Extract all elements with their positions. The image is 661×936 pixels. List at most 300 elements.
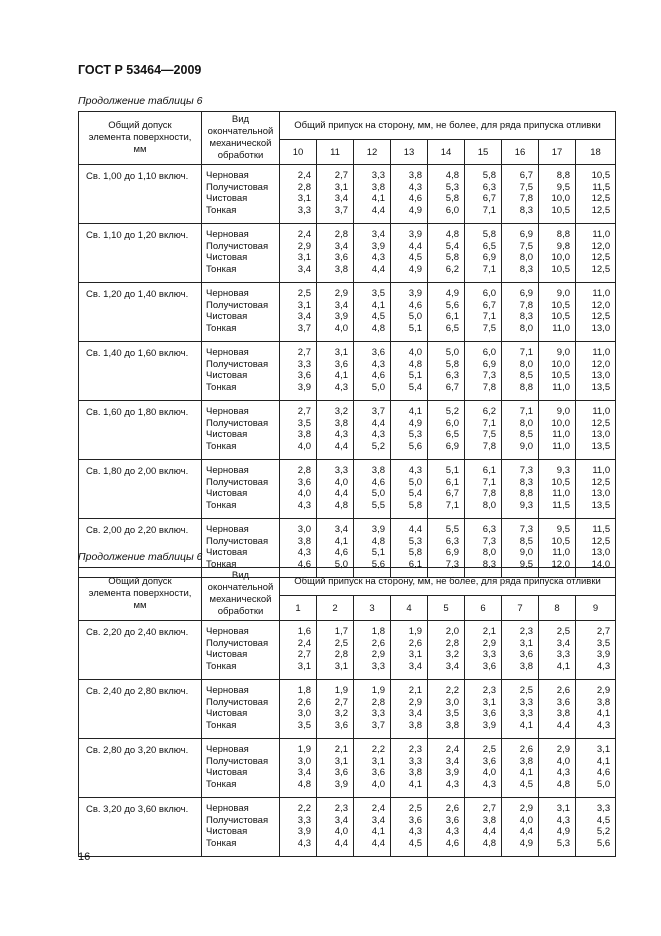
machining-type-label: Тонкая bbox=[206, 660, 237, 672]
allowance-value: 10,5 bbox=[551, 204, 570, 216]
allowance-value: 7,8 bbox=[482, 488, 496, 499]
allowance-value: 2,8 bbox=[445, 637, 459, 649]
allowance-value: 5,3 bbox=[408, 429, 422, 440]
allowance-value: 4,3 bbox=[445, 778, 459, 790]
allowance-values-cell bbox=[465, 342, 502, 401]
allowance-value: 6,1 bbox=[408, 558, 422, 570]
allowance-value: 3,8 bbox=[596, 696, 611, 708]
allowance-values-cell bbox=[428, 621, 465, 680]
machining-type-cell bbox=[202, 621, 280, 680]
allowance-value: 13,5 bbox=[591, 440, 611, 452]
allowance-value: 11,5 bbox=[592, 524, 611, 535]
allowance-values-cell bbox=[317, 401, 354, 460]
allowance-value: 3,5 bbox=[297, 417, 311, 429]
allowance-value: 3,4 bbox=[334, 193, 348, 204]
allowance-value: 3,3 bbox=[596, 803, 611, 814]
allowance-value: 4,3 bbox=[371, 358, 385, 370]
allowance-value: 4,1 bbox=[371, 193, 385, 204]
allowance-value: 3,4 bbox=[445, 755, 459, 767]
allowance-value: 6,9 bbox=[445, 440, 459, 452]
allowance-value: 2,5 bbox=[334, 637, 348, 649]
group-header-allowance: Общий припуск на сторону, мм, не более, для ряда припуска отливки bbox=[280, 568, 616, 596]
allowance-value: 4,0 bbox=[297, 440, 311, 452]
allowance-value: 5,2 bbox=[445, 406, 459, 417]
series-number-cell: 14 bbox=[428, 140, 465, 165]
allowance-value: 4,1 bbox=[371, 299, 385, 311]
allowance-value: 3,1 bbox=[596, 744, 611, 755]
allowance-values-cell bbox=[428, 680, 465, 739]
allowance-value: 3,6 bbox=[482, 660, 496, 672]
series-number-cell: 12 bbox=[354, 140, 391, 165]
allowance-value: 6,0 bbox=[445, 417, 459, 429]
allowance-value: 7,3 bbox=[519, 465, 533, 476]
allowance-value: 5,0 bbox=[596, 778, 611, 790]
machining-type-label: Чистовая bbox=[206, 708, 248, 719]
allowance-value: 2,4 bbox=[371, 803, 385, 814]
allowance-values-cell bbox=[539, 460, 576, 519]
machining-type-label: Получистовая bbox=[206, 181, 269, 193]
tolerance-range-cell: Св. 1,60 до 1,80 включ. bbox=[79, 401, 202, 460]
allowance-values-cell bbox=[317, 342, 354, 401]
allowance-value: 2,7 bbox=[297, 406, 311, 417]
allowance-value: 5,1 bbox=[445, 465, 459, 476]
allowance-value: 3,9 bbox=[371, 524, 385, 535]
machining-type-label: Чистовая bbox=[206, 311, 248, 322]
allowance-value: 6,0 bbox=[445, 204, 459, 216]
page-number: 16 bbox=[78, 851, 91, 863]
allowance-value: 5,0 bbox=[408, 476, 422, 488]
allowance-value: 3,8 bbox=[371, 465, 385, 476]
machining-type-cell bbox=[202, 165, 280, 224]
allowance-value: 5,1 bbox=[408, 322, 422, 334]
allowance-value: 3,6 bbox=[482, 755, 496, 767]
allowance-value: 2,4 bbox=[297, 170, 311, 181]
allowance-values-cell bbox=[391, 283, 428, 342]
allowance-value: 3,1 bbox=[334, 755, 348, 767]
allowance-values-cell bbox=[465, 165, 502, 224]
allowance-value: 3,4 bbox=[445, 660, 459, 672]
allowance-value: 6,9 bbox=[482, 358, 496, 370]
series-number-cell: 15 bbox=[465, 140, 502, 165]
series-number-cell: 17 bbox=[539, 140, 576, 165]
allowance-value: 2,8 bbox=[334, 649, 348, 660]
allowance-value: 4,4 bbox=[519, 826, 533, 837]
tolerance-range-cell: Св. 2,00 до 2,20 включ. bbox=[79, 519, 202, 578]
allowance-value: 4,3 bbox=[596, 719, 611, 731]
allowance-value: 3,1 bbox=[556, 803, 570, 814]
allowance-values-cell bbox=[502, 460, 539, 519]
allowance-value: 1,8 bbox=[371, 626, 385, 637]
machining-type-label: Тонкая bbox=[206, 381, 237, 393]
allowance-value: 3,6 bbox=[408, 814, 422, 826]
allowance-value: 10,0 bbox=[551, 193, 570, 204]
allowance-value: 2,7 bbox=[334, 170, 348, 181]
allowance-value: 2,3 bbox=[482, 685, 496, 696]
allowance-value: 8,3 bbox=[519, 311, 533, 322]
allowance-values-cell bbox=[539, 224, 576, 283]
allowance-values-cell bbox=[428, 283, 465, 342]
series-number-cell: 11 bbox=[317, 140, 354, 165]
allowance-values-cell bbox=[539, 739, 576, 798]
allowance-value: 10,5 bbox=[551, 535, 570, 547]
allowance-value: 5,8 bbox=[445, 193, 459, 204]
allowance-values-cell bbox=[539, 680, 576, 739]
allowance-value: 4,1 bbox=[519, 719, 533, 731]
allowance-value: 2,3 bbox=[334, 803, 348, 814]
allowance-value: 1,9 bbox=[371, 685, 385, 696]
allowance-value: 12,5 bbox=[591, 193, 611, 204]
allowance-values-cell bbox=[428, 342, 465, 401]
allowance-values-cell bbox=[280, 680, 317, 739]
allowance-values-cell bbox=[317, 165, 354, 224]
allowance-value: 4,4 bbox=[408, 524, 422, 535]
allowance-value: 3,3 bbox=[334, 465, 348, 476]
allowance-values-cell bbox=[391, 621, 428, 680]
allowance-value: 3,8 bbox=[482, 814, 496, 826]
allowance-values-cell bbox=[502, 224, 539, 283]
allowance-value: 1,9 bbox=[334, 685, 348, 696]
table-caption-2: Продолжение таблицы 6 bbox=[78, 551, 203, 563]
allowance-value: 3,8 bbox=[519, 755, 533, 767]
allowance-values-cell bbox=[539, 798, 576, 857]
allowance-value: 2,8 bbox=[297, 181, 311, 193]
allowance-value: 5,3 bbox=[445, 181, 459, 193]
allowance-value: 3,0 bbox=[297, 755, 311, 767]
allowance-value: 11,0 bbox=[592, 465, 611, 476]
allowance-values-cell bbox=[576, 283, 616, 342]
allowance-value: 4,1 bbox=[519, 767, 533, 778]
allowance-value: 3,3 bbox=[297, 358, 311, 370]
allowance-value: 3,7 bbox=[371, 406, 385, 417]
allowance-value: 8,3 bbox=[482, 558, 496, 570]
allowance-value: 8,0 bbox=[519, 358, 533, 370]
allowance-value: 8,5 bbox=[519, 429, 533, 440]
allowance-value: 10,0 bbox=[551, 417, 570, 429]
allowance-value: 4,9 bbox=[408, 204, 422, 216]
machining-type-label: Тонкая bbox=[206, 204, 237, 216]
allowance-value: 4,8 bbox=[445, 229, 459, 240]
allowance-value: 4,3 bbox=[408, 465, 422, 476]
machining-type-label: Черновая bbox=[206, 524, 249, 535]
allowance-value: 2,9 bbox=[482, 637, 496, 649]
allowance-value: 13,0 bbox=[591, 488, 611, 499]
allowance-values-cell bbox=[317, 224, 354, 283]
table-row bbox=[79, 680, 616, 739]
allowance-value: 11,0 bbox=[592, 406, 611, 417]
allowance-value: 3,2 bbox=[445, 649, 459, 660]
allowance-value: 4,1 bbox=[334, 370, 348, 381]
machining-type-label: Черновая bbox=[206, 744, 249, 755]
allowance-value: 4,3 bbox=[371, 429, 385, 440]
allowance-value: 6,2 bbox=[482, 406, 496, 417]
allowance-value: 4,3 bbox=[445, 826, 459, 837]
allowance-value: 7,1 bbox=[482, 204, 496, 216]
allowance-value: 4,4 bbox=[482, 826, 496, 837]
machining-type-label: Получистовая bbox=[206, 535, 269, 547]
machining-type-label: Черновая bbox=[206, 406, 249, 417]
allowance-value: 1,7 bbox=[334, 626, 348, 637]
allowance-values-cell bbox=[354, 342, 391, 401]
allowance-value: 9,0 bbox=[556, 347, 570, 358]
allowance-value: 4,6 bbox=[596, 767, 611, 778]
machining-type-label: Получистовая bbox=[206, 299, 269, 311]
series-number-cell: 7 bbox=[502, 596, 539, 621]
allowance-value: 8,3 bbox=[519, 476, 533, 488]
allowance-value: 3,6 bbox=[371, 347, 385, 358]
allowance-values-cell bbox=[354, 798, 391, 857]
allowance-value: 4,8 bbox=[408, 358, 422, 370]
allowance-value: 3,8 bbox=[371, 181, 385, 193]
allowance-value: 6,7 bbox=[445, 488, 459, 499]
allowance-value: 4,8 bbox=[371, 535, 385, 547]
allowance-value: 5,0 bbox=[334, 558, 348, 570]
series-number-cell: 4 bbox=[391, 596, 428, 621]
allowance-value: 2,2 bbox=[297, 803, 311, 814]
allowance-value: 6,9 bbox=[519, 229, 533, 240]
allowance-value: 5,2 bbox=[596, 826, 611, 837]
allowance-values-cell bbox=[502, 680, 539, 739]
allowance-value: 10,5 bbox=[551, 476, 570, 488]
allowance-value: 11,0 bbox=[552, 381, 570, 393]
allowance-values-cell bbox=[502, 739, 539, 798]
allowance-value: 4,6 bbox=[297, 558, 311, 570]
allowance-value: 11,0 bbox=[552, 322, 570, 334]
allowance-value: 6,0 bbox=[482, 288, 496, 299]
allowance-value: 3,3 bbox=[408, 755, 422, 767]
allowance-value: 5,8 bbox=[445, 358, 459, 370]
allowance-value: 3,8 bbox=[408, 719, 422, 731]
allowance-values-cell bbox=[317, 739, 354, 798]
allowance-value: 2,6 bbox=[519, 744, 533, 755]
allowance-value: 8,0 bbox=[482, 499, 496, 511]
allowance-value: 3,8 bbox=[297, 535, 311, 547]
allowance-values-cell bbox=[280, 165, 317, 224]
allowance-value: 2,6 bbox=[408, 637, 422, 649]
allowance-value: 3,6 bbox=[334, 767, 348, 778]
allowance-value: 11,0 bbox=[552, 429, 570, 440]
allowance-values-cell bbox=[280, 460, 317, 519]
allowance-value: 3,1 bbox=[519, 637, 533, 649]
allowance-value: 4,0 bbox=[556, 755, 570, 767]
allowance-value: 4,4 bbox=[334, 837, 348, 849]
allowance-value: 10,5 bbox=[591, 170, 611, 181]
allowance-value: 2,7 bbox=[334, 696, 348, 708]
machining-type-label: Черновая bbox=[206, 626, 249, 637]
allowance-value: 7,1 bbox=[445, 499, 459, 511]
allowance-value: 9,0 bbox=[519, 547, 533, 558]
series-number-cell: 18 bbox=[576, 140, 616, 165]
allowance-value: 8,0 bbox=[519, 322, 533, 334]
machining-type-label: Чистовая bbox=[206, 767, 248, 778]
allowance-values-cell bbox=[465, 739, 502, 798]
allowance-values-cell bbox=[576, 342, 616, 401]
tolerance-range-cell: Св. 1,20 до 1,40 включ. bbox=[79, 283, 202, 342]
allowance-value: 2,7 bbox=[482, 803, 496, 814]
allowance-value: 2,4 bbox=[445, 744, 459, 755]
allowance-value: 3,1 bbox=[334, 347, 348, 358]
allowance-value: 8,3 bbox=[519, 263, 533, 275]
allowance-value: 3,9 bbox=[371, 240, 385, 252]
table-row bbox=[79, 224, 616, 283]
allowance-value: 4,8 bbox=[297, 778, 311, 790]
allowance-value: 4,1 bbox=[556, 660, 570, 672]
allowance-value: 12,5 bbox=[591, 204, 611, 216]
allowance-value: 2,2 bbox=[371, 744, 385, 755]
allowance-value: 5,6 bbox=[596, 837, 611, 849]
allowance-value: 3,1 bbox=[408, 649, 422, 660]
allowance-value: 4,3 bbox=[482, 778, 496, 790]
allowance-value: 7,1 bbox=[482, 311, 496, 322]
allowance-value: 3,9 bbox=[297, 826, 311, 837]
allowance-value: 1,9 bbox=[408, 626, 422, 637]
allowance-value: 3,9 bbox=[445, 767, 459, 778]
allowance-value: 3,4 bbox=[297, 263, 311, 275]
allowance-value: 7,5 bbox=[482, 322, 496, 334]
allowance-value: 4,6 bbox=[445, 837, 459, 849]
allowance-value: 4,1 bbox=[334, 535, 348, 547]
allowance-value: 4,4 bbox=[371, 417, 385, 429]
allowance-value: 3,1 bbox=[297, 193, 311, 204]
allowance-value: 3,1 bbox=[371, 755, 385, 767]
allowance-value: 2,6 bbox=[297, 696, 311, 708]
allowance-value: 7,3 bbox=[445, 558, 459, 570]
allowance-value: 6,3 bbox=[445, 370, 459, 381]
allowance-value: 4,5 bbox=[596, 814, 611, 826]
allowance-value: 4,0 bbox=[334, 322, 348, 334]
machining-type-label: Чистовая bbox=[206, 429, 248, 440]
allowance-value: 6,1 bbox=[445, 476, 459, 488]
allowance-value: 6,9 bbox=[445, 547, 459, 558]
allowance-value: 7,8 bbox=[519, 193, 533, 204]
allowance-value: 11,0 bbox=[552, 488, 570, 499]
allowance-value: 3,1 bbox=[297, 252, 311, 263]
allowance-values-cell bbox=[465, 283, 502, 342]
allowance-values-cell bbox=[280, 283, 317, 342]
allowance-value: 13,0 bbox=[591, 547, 611, 558]
allowance-value: 5,4 bbox=[408, 488, 422, 499]
allowance-values-cell bbox=[391, 165, 428, 224]
table-row bbox=[79, 798, 616, 857]
allowance-value: 3,3 bbox=[556, 649, 570, 660]
allowance-value: 5,4 bbox=[408, 381, 422, 393]
allowance-value: 5,0 bbox=[371, 488, 385, 499]
allowance-value: 4,3 bbox=[408, 826, 422, 837]
allowance-value: 3,4 bbox=[408, 660, 422, 672]
allowance-value: 5,3 bbox=[556, 837, 570, 849]
allowance-value: 5,0 bbox=[408, 311, 422, 322]
allowance-value: 3,4 bbox=[334, 299, 348, 311]
col-header-tolerance: Общий допуск элемента поверхности, мм bbox=[79, 112, 202, 165]
allowance-value: 4,1 bbox=[596, 755, 611, 767]
machining-type-label: Тонкая bbox=[206, 778, 237, 790]
allowance-value: 10,0 bbox=[551, 252, 570, 263]
allowance-values-cell bbox=[280, 401, 317, 460]
machining-type-label: Получистовая bbox=[206, 476, 269, 488]
machining-type-label: Тонкая bbox=[206, 322, 237, 334]
allowance-values-cell bbox=[391, 224, 428, 283]
allowance-value: 2,5 bbox=[556, 626, 570, 637]
allowance-values-cell bbox=[317, 680, 354, 739]
allowance-value: 6,0 bbox=[482, 347, 496, 358]
allowance-value: 14,0 bbox=[591, 558, 611, 570]
tolerance-range-cell: Св. 1,40 до 1,60 включ. bbox=[79, 342, 202, 401]
allowance-value: 2,4 bbox=[297, 637, 311, 649]
allowance-value: 3,6 bbox=[371, 767, 385, 778]
allowance-values-cell bbox=[502, 798, 539, 857]
machining-type-label: Тонкая bbox=[206, 499, 237, 511]
allowance-value: 4,6 bbox=[408, 299, 422, 311]
allowance-value: 10,5 bbox=[551, 311, 570, 322]
allowance-value: 7,5 bbox=[519, 181, 533, 193]
table-row bbox=[79, 283, 616, 342]
allowance-table-2 bbox=[78, 567, 616, 857]
allowance-value: 2,1 bbox=[482, 626, 496, 637]
allowance-values-cell bbox=[317, 798, 354, 857]
allowance-values-cell bbox=[280, 342, 317, 401]
allowance-value: 3,8 bbox=[445, 719, 459, 731]
allowance-value: 3,9 bbox=[334, 778, 348, 790]
allowance-value: 6,7 bbox=[519, 170, 533, 181]
col-header-machining-type: Вид окончательной механической обработки bbox=[202, 112, 280, 165]
allowance-value: 5,8 bbox=[408, 499, 422, 511]
allowance-value: 12,0 bbox=[591, 358, 611, 370]
table-row bbox=[79, 621, 616, 680]
allowance-value: 3,1 bbox=[334, 660, 348, 672]
machining-type-label: Черновая bbox=[206, 170, 249, 181]
allowance-value: 4,8 bbox=[445, 170, 459, 181]
series-number-cell: 10 bbox=[280, 140, 317, 165]
machining-type-label: Тонкая bbox=[206, 719, 237, 731]
allowance-values-cell bbox=[354, 739, 391, 798]
allowance-value: 10,5 bbox=[551, 263, 570, 275]
allowance-value: 3,6 bbox=[297, 476, 311, 488]
allowance-value: 6,7 bbox=[482, 299, 496, 311]
allowance-value: 3,3 bbox=[371, 660, 385, 672]
allowance-value: 2,8 bbox=[297, 465, 311, 476]
machining-type-label: Получистовая bbox=[206, 358, 269, 370]
allowance-value: 9,5 bbox=[519, 558, 533, 570]
allowance-value: 3,4 bbox=[297, 311, 311, 322]
allowance-values-cell bbox=[428, 224, 465, 283]
allowance-value: 2,1 bbox=[408, 685, 422, 696]
allowance-value: 4,0 bbox=[371, 778, 385, 790]
allowance-values-cell bbox=[465, 224, 502, 283]
allowance-value: 6,5 bbox=[482, 240, 496, 252]
allowance-value: 13,0 bbox=[591, 429, 611, 440]
table-row bbox=[79, 401, 616, 460]
allowance-value: 12,5 bbox=[591, 311, 611, 322]
allowance-value: 2,0 bbox=[445, 626, 459, 637]
allowance-value: 4,9 bbox=[408, 417, 422, 429]
machining-type-label: Черновая bbox=[206, 465, 249, 476]
allowance-values-cell bbox=[391, 460, 428, 519]
allowance-value: 9,3 bbox=[556, 465, 570, 476]
allowance-value: 4,9 bbox=[445, 288, 459, 299]
allowance-value: 3,4 bbox=[297, 767, 311, 778]
allowance-values-cell bbox=[354, 283, 391, 342]
allowance-value: 6,9 bbox=[519, 288, 533, 299]
allowance-value: 6,7 bbox=[445, 381, 459, 393]
allowance-values-cell bbox=[576, 401, 616, 460]
allowance-value: 11,0 bbox=[592, 347, 611, 358]
allowance-values-cell bbox=[465, 798, 502, 857]
allowance-value: 3,3 bbox=[482, 649, 496, 660]
allowance-value: 3,7 bbox=[334, 204, 348, 216]
table-row bbox=[79, 342, 616, 401]
allowance-value: 5,0 bbox=[371, 381, 385, 393]
allowance-values-cell bbox=[280, 621, 317, 680]
allowance-value: 3,9 bbox=[596, 649, 611, 660]
